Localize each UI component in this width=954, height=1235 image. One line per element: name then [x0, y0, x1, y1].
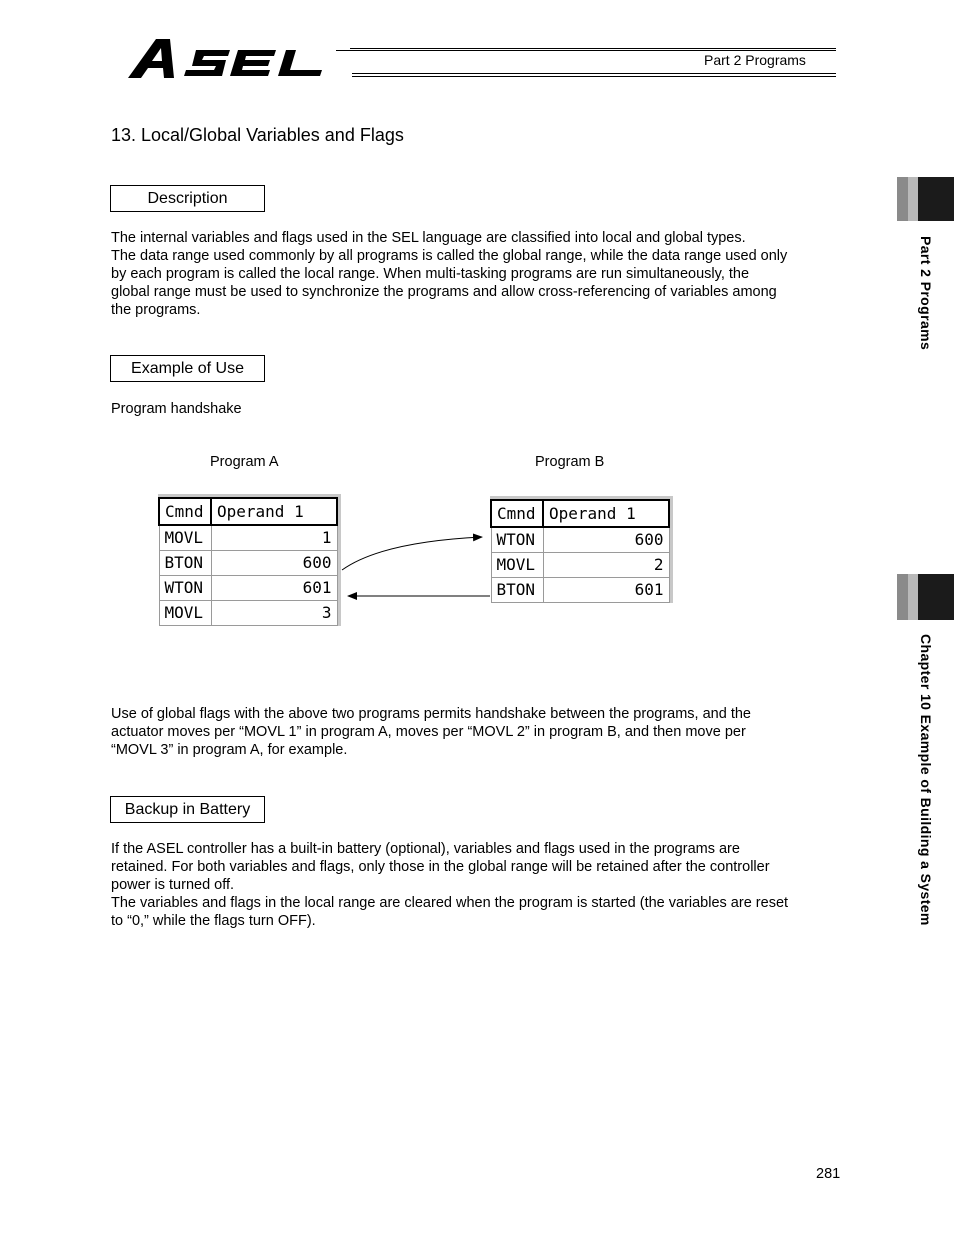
cmnd-cell: BTON [491, 577, 543, 602]
example-heading: Example of Use [110, 355, 265, 382]
header-part-label: Part 2 Programs [704, 52, 806, 68]
operand-cell: 601 [543, 577, 669, 602]
cmnd-cell: BTON [159, 550, 211, 575]
table-row [159, 550, 337, 575]
chapter-tab-block [918, 574, 954, 620]
backup-line: If the ASEL controller has a built-in battery (optional), variables and flags used in the programs are [111, 841, 740, 857]
operand-cell: 1 [211, 525, 337, 550]
cmnd-cell: WTON [159, 575, 211, 600]
part-tab-stripe-2 [908, 177, 918, 221]
cmnd-cell: MOVL [491, 552, 543, 577]
description-line: global range must be used to synchronize the programs and allow cross-referencing of variables among [111, 284, 777, 300]
program-b-table-frame [490, 496, 673, 603]
backup-line: power is turned off. [111, 877, 235, 893]
header-rule-bottom-2 [352, 76, 836, 77]
table-header-operand: Operand 1 [211, 498, 337, 525]
handshake-arrows [330, 520, 500, 610]
operand-cell: 600 [211, 550, 337, 575]
explanation-line: actuator moves per “MOVL 1” in program A, moves per “MOVL 2” in program B, and then move per [111, 724, 746, 740]
example-subtitle: Program handshake [111, 401, 242, 417]
chapter-side-label: Chapter 10 Example of Building a System [918, 634, 934, 926]
backup-line: The variables and flags in the local range are cleared when the program is started (the variables are reset [111, 895, 789, 911]
header-rule-top [350, 48, 836, 49]
part-tab-stripe-1 [897, 177, 908, 221]
program-b-table [490, 499, 670, 603]
page-number: 281 [816, 1166, 841, 1182]
description-line: The data range used commonly by all programs is called the global range, while the data range used only [111, 248, 788, 264]
program-b-label: Program B [535, 454, 605, 470]
operand-cell: 2 [543, 552, 669, 577]
chapter-tab-stripe-2 [908, 574, 918, 620]
table-row [491, 552, 669, 577]
backup-line: retained. For both variables and flags, only those in the global range will be retained after the controller [111, 859, 770, 875]
table-row [491, 527, 669, 552]
operand-cell: 3 [211, 600, 337, 625]
cmnd-cell: WTON [491, 527, 543, 552]
description-paragraph [111, 229, 846, 319]
program-a-table [158, 497, 338, 626]
table-header-cmnd: Cmnd [491, 500, 543, 527]
operand-cell: 600 [543, 527, 669, 552]
explanation-line: “MOVL 3” in program A, for example. [111, 742, 348, 758]
cmnd-cell: MOVL [159, 600, 211, 625]
program-a-table-frame [158, 494, 341, 626]
table-row [159, 575, 337, 600]
description-line: the programs. [111, 302, 201, 318]
table-header-cmnd: Cmnd [159, 498, 211, 525]
part-tab-block [918, 177, 954, 221]
program-a-label: Program A [210, 454, 279, 470]
description-heading: Description [110, 185, 265, 212]
operand-cell: 601 [211, 575, 337, 600]
header-rule-bottom [352, 73, 836, 74]
table-header-operand: Operand 1 [543, 500, 669, 527]
example-explanation [111, 705, 846, 759]
section-title: 13. Local/Global Variables and Flags [111, 125, 404, 145]
header-rule-top-2 [336, 50, 836, 51]
asel-logo [126, 36, 348, 80]
chapter-tab-stripe-1 [897, 574, 908, 620]
arrow-a-to-b [342, 537, 482, 570]
backup-heading: Backup in Battery [110, 796, 265, 823]
part-side-label: Part 2 Programs [918, 236, 934, 351]
table-row [491, 577, 669, 602]
description-line: by each program is called the local range. When multi-tasking programs are run simultaneously, the [111, 266, 750, 282]
table-row [159, 600, 337, 625]
description-line: The internal variables and flags used in the SEL language are classified into local and global types. [111, 230, 746, 246]
backup-line: to “0,” while the flags turn OFF). [111, 913, 316, 929]
explanation-line: Use of global flags with the above two programs permits handshake between the programs, and the [111, 706, 751, 722]
table-row [159, 525, 337, 550]
backup-paragraph [111, 840, 846, 930]
cmnd-cell: MOVL [159, 525, 211, 550]
